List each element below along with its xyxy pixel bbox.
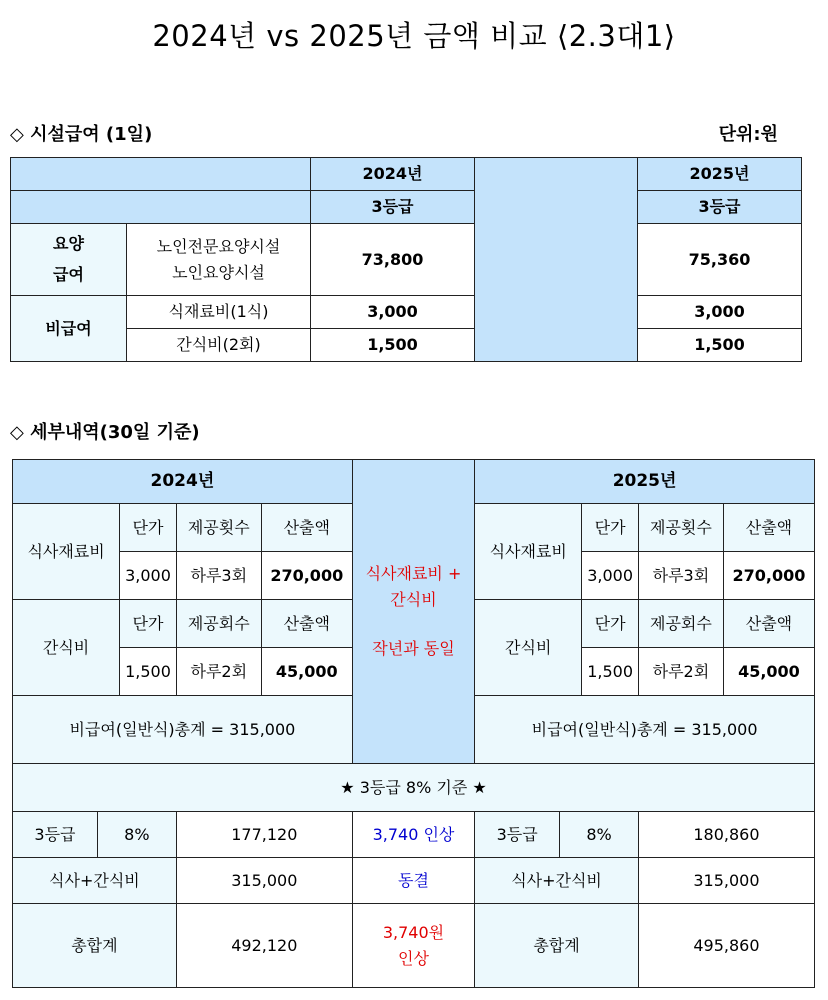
- page-title: 2024년 vs 2025년 금액 비교 ⟨2.3대1⟩: [152, 19, 676, 53]
- snack-amount-2024: 45,000: [261, 648, 352, 696]
- facility-benefit-table: [10, 157, 802, 362]
- total-change: [352, 904, 474, 988]
- meal-snack-label-2024: 식사+간식비: [13, 858, 177, 904]
- header-blank-2: [11, 191, 311, 224]
- meal-2025: 3,000: [638, 296, 802, 329]
- section-heading-facility: ◇ 시설급여 (1일): [10, 124, 153, 145]
- grade-label-2025: 3등급: [475, 812, 560, 858]
- col-price: 단가: [582, 600, 639, 648]
- basis-row: ★ 3등급 8% 기준 ★: [13, 764, 815, 812]
- meal-price-2024: 3,000: [120, 552, 177, 600]
- meal-label-2024: 식사재료비: [13, 504, 120, 600]
- care-benefit-label: [11, 224, 127, 296]
- col-amount: 산출액: [723, 600, 814, 648]
- care-amount-2024: 73,800: [311, 224, 475, 296]
- grade-amount-2024: 177,120: [176, 812, 352, 858]
- snack-amount-2025: 45,000: [723, 648, 814, 696]
- grade-2025-header: 3등급: [638, 191, 802, 224]
- detail-year-2025: 2025년: [475, 460, 815, 504]
- care-label-line1: 요양: [53, 234, 84, 254]
- total-change-line2: 인상: [398, 948, 429, 968]
- rate-2025: 8%: [560, 812, 639, 858]
- care-amount-2025: 75,360: [638, 224, 802, 296]
- middle-note-line3: 작년과 동일: [372, 639, 455, 659]
- col-amount: 산출액: [261, 600, 352, 648]
- grade-amount-2025: 180,860: [638, 812, 814, 858]
- total-label-2024: 총합계: [13, 904, 177, 988]
- snack-freq-2025: 하루2회: [638, 648, 723, 696]
- meal-snack-label-2025: 식사+간식비: [475, 858, 639, 904]
- col-count: 제공횟수: [176, 504, 261, 552]
- rate-2024: 8%: [97, 812, 176, 858]
- total-2024: 492,120: [176, 904, 352, 988]
- facility-types: [127, 224, 311, 296]
- meal-2024: 3,000: [311, 296, 475, 329]
- facility-type-2: 노인요양시설: [172, 262, 265, 282]
- col-price: 단가: [120, 600, 177, 648]
- detail-year-2024: 2024년: [13, 460, 353, 504]
- detail-table: [12, 459, 815, 988]
- col-count: 제공회수: [176, 600, 261, 648]
- year-2024-header: 2024년: [311, 158, 475, 191]
- nonpay-label: 비급여: [11, 296, 127, 362]
- meal-snack-change: 동결: [352, 858, 474, 904]
- col-price: 단가: [120, 504, 177, 552]
- meal-snack-2024: 315,000: [176, 858, 352, 904]
- grade-2024-header: 3등급: [311, 191, 475, 224]
- meal-price-2025: 3,000: [582, 552, 639, 600]
- snack-label: 간식비(2회): [127, 329, 311, 362]
- facility-type-1: 노인전문요양시설: [156, 236, 281, 256]
- middle-divider: [475, 158, 638, 362]
- unit-label: 단위:원: [718, 124, 778, 145]
- snack-freq-2024: 하루2회: [176, 648, 261, 696]
- nonpay-total-2024: 비급여(일반식)총계 = 315,000: [13, 696, 353, 764]
- year-2025-header: 2025년: [638, 158, 802, 191]
- col-amount: 산출액: [723, 504, 814, 552]
- col-count: 제공횟수: [638, 504, 723, 552]
- meal-snack-2025: 315,000: [638, 858, 814, 904]
- nonpay-total-2025: 비급여(일반식)총계 = 315,000: [475, 696, 815, 764]
- total-label-2025: 총합계: [475, 904, 639, 988]
- col-amount: 산출액: [261, 504, 352, 552]
- total-change-line1: 3,740원: [382, 922, 445, 942]
- snack-2024: 1,500: [311, 329, 475, 362]
- col-count: 제공회수: [638, 600, 723, 648]
- meal-amount-2024: 270,000: [261, 552, 352, 600]
- meal-amount-2025: 270,000: [723, 552, 814, 600]
- grade-change: 3,740 인상: [352, 812, 474, 858]
- col-price: 단가: [582, 504, 639, 552]
- meal-label-2025: 식사재료비: [475, 504, 582, 600]
- middle-note-line2: 간식비: [390, 589, 437, 609]
- snack-price-2024: 1,500: [120, 648, 177, 696]
- care-label-line2: 급여: [53, 264, 84, 284]
- grade-label-2024: 3등급: [13, 812, 98, 858]
- meal-freq-2024: 하루3회: [176, 552, 261, 600]
- middle-note-line1: 식사재료비 +: [365, 564, 462, 584]
- detail-middle-note: [352, 460, 474, 764]
- snack-label-2025: 간식비: [475, 600, 582, 696]
- snack-price-2025: 1,500: [582, 648, 639, 696]
- header-blank: [11, 158, 311, 191]
- meal-freq-2025: 하루3회: [638, 552, 723, 600]
- meal-label: 식재료비(1식): [127, 296, 311, 329]
- section-heading-detail: ◇ 세부내역(30일 기준): [10, 422, 200, 443]
- snack-2025: 1,500: [638, 329, 802, 362]
- snack-label-2024: 간식비: [13, 600, 120, 696]
- total-2025: 495,860: [638, 904, 814, 988]
